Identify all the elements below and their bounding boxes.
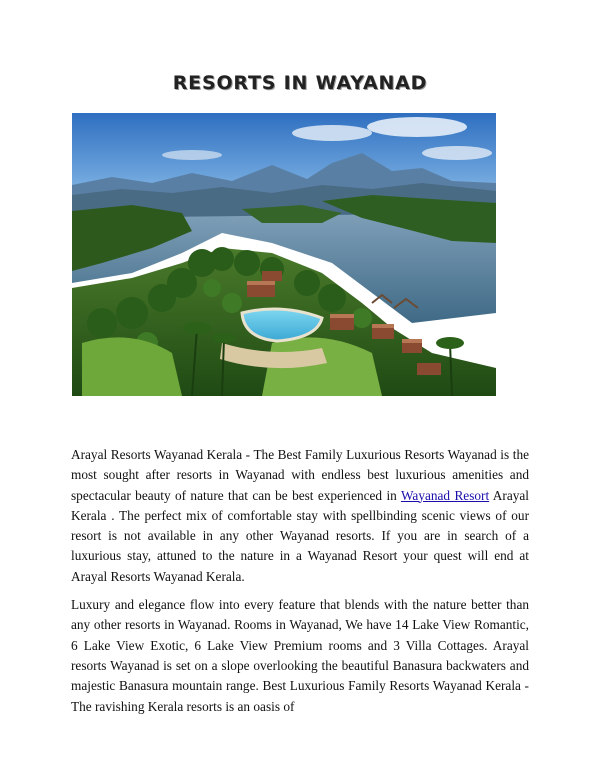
- hero-image: [72, 113, 496, 396]
- paragraph-rooms: Luxury and elegance flow into every feature that blends with the nature better than any other resorts in Wayanad. Rooms in Wayanad, We have 14 Lake View Romantic, 6 Lake View Exotic, 6 Lake View Premium rooms and 3 Villa Cottages. Arayal resorts Wayanad is set on a slope overlooking the beautiful Banasura backwaters and majestic Banasura mountain range. Best Luxurious Family Resorts Wayanad Kerala -The ravishing Kerala resorts is an oasis of: [71, 597, 529, 714]
- paragraph-intro-text-end: Arayal Kerala . The perfect mix of comfortable stay with spellbinding scenic views of our resort is not available in any other Wayanad resorts. If you are in search of a luxurious stay, attuned to the nature in a Wayanad Resort your quest will end at Arayal Resorts Wayanad Kerala.: [71, 487, 529, 584]
- resort-landscape-image: [72, 113, 496, 396]
- wayanad-resort-link[interactable]: Wayanad Resort: [400, 487, 490, 503]
- paragraph-intro: [71, 445, 529, 587]
- paragraph-intro-text-start: Arayal Resorts Wayanad Kerala - The Best Family Luxurious Resorts Wayanad is the most sought after resorts in Wayanad with endless best luxurious amenities and spectacular beauty of nature that can be best experienced in: [71, 447, 529, 503]
- document-title: RESORTS IN WAYANAD: [172, 72, 428, 94]
- article-body: [71, 445, 529, 725]
